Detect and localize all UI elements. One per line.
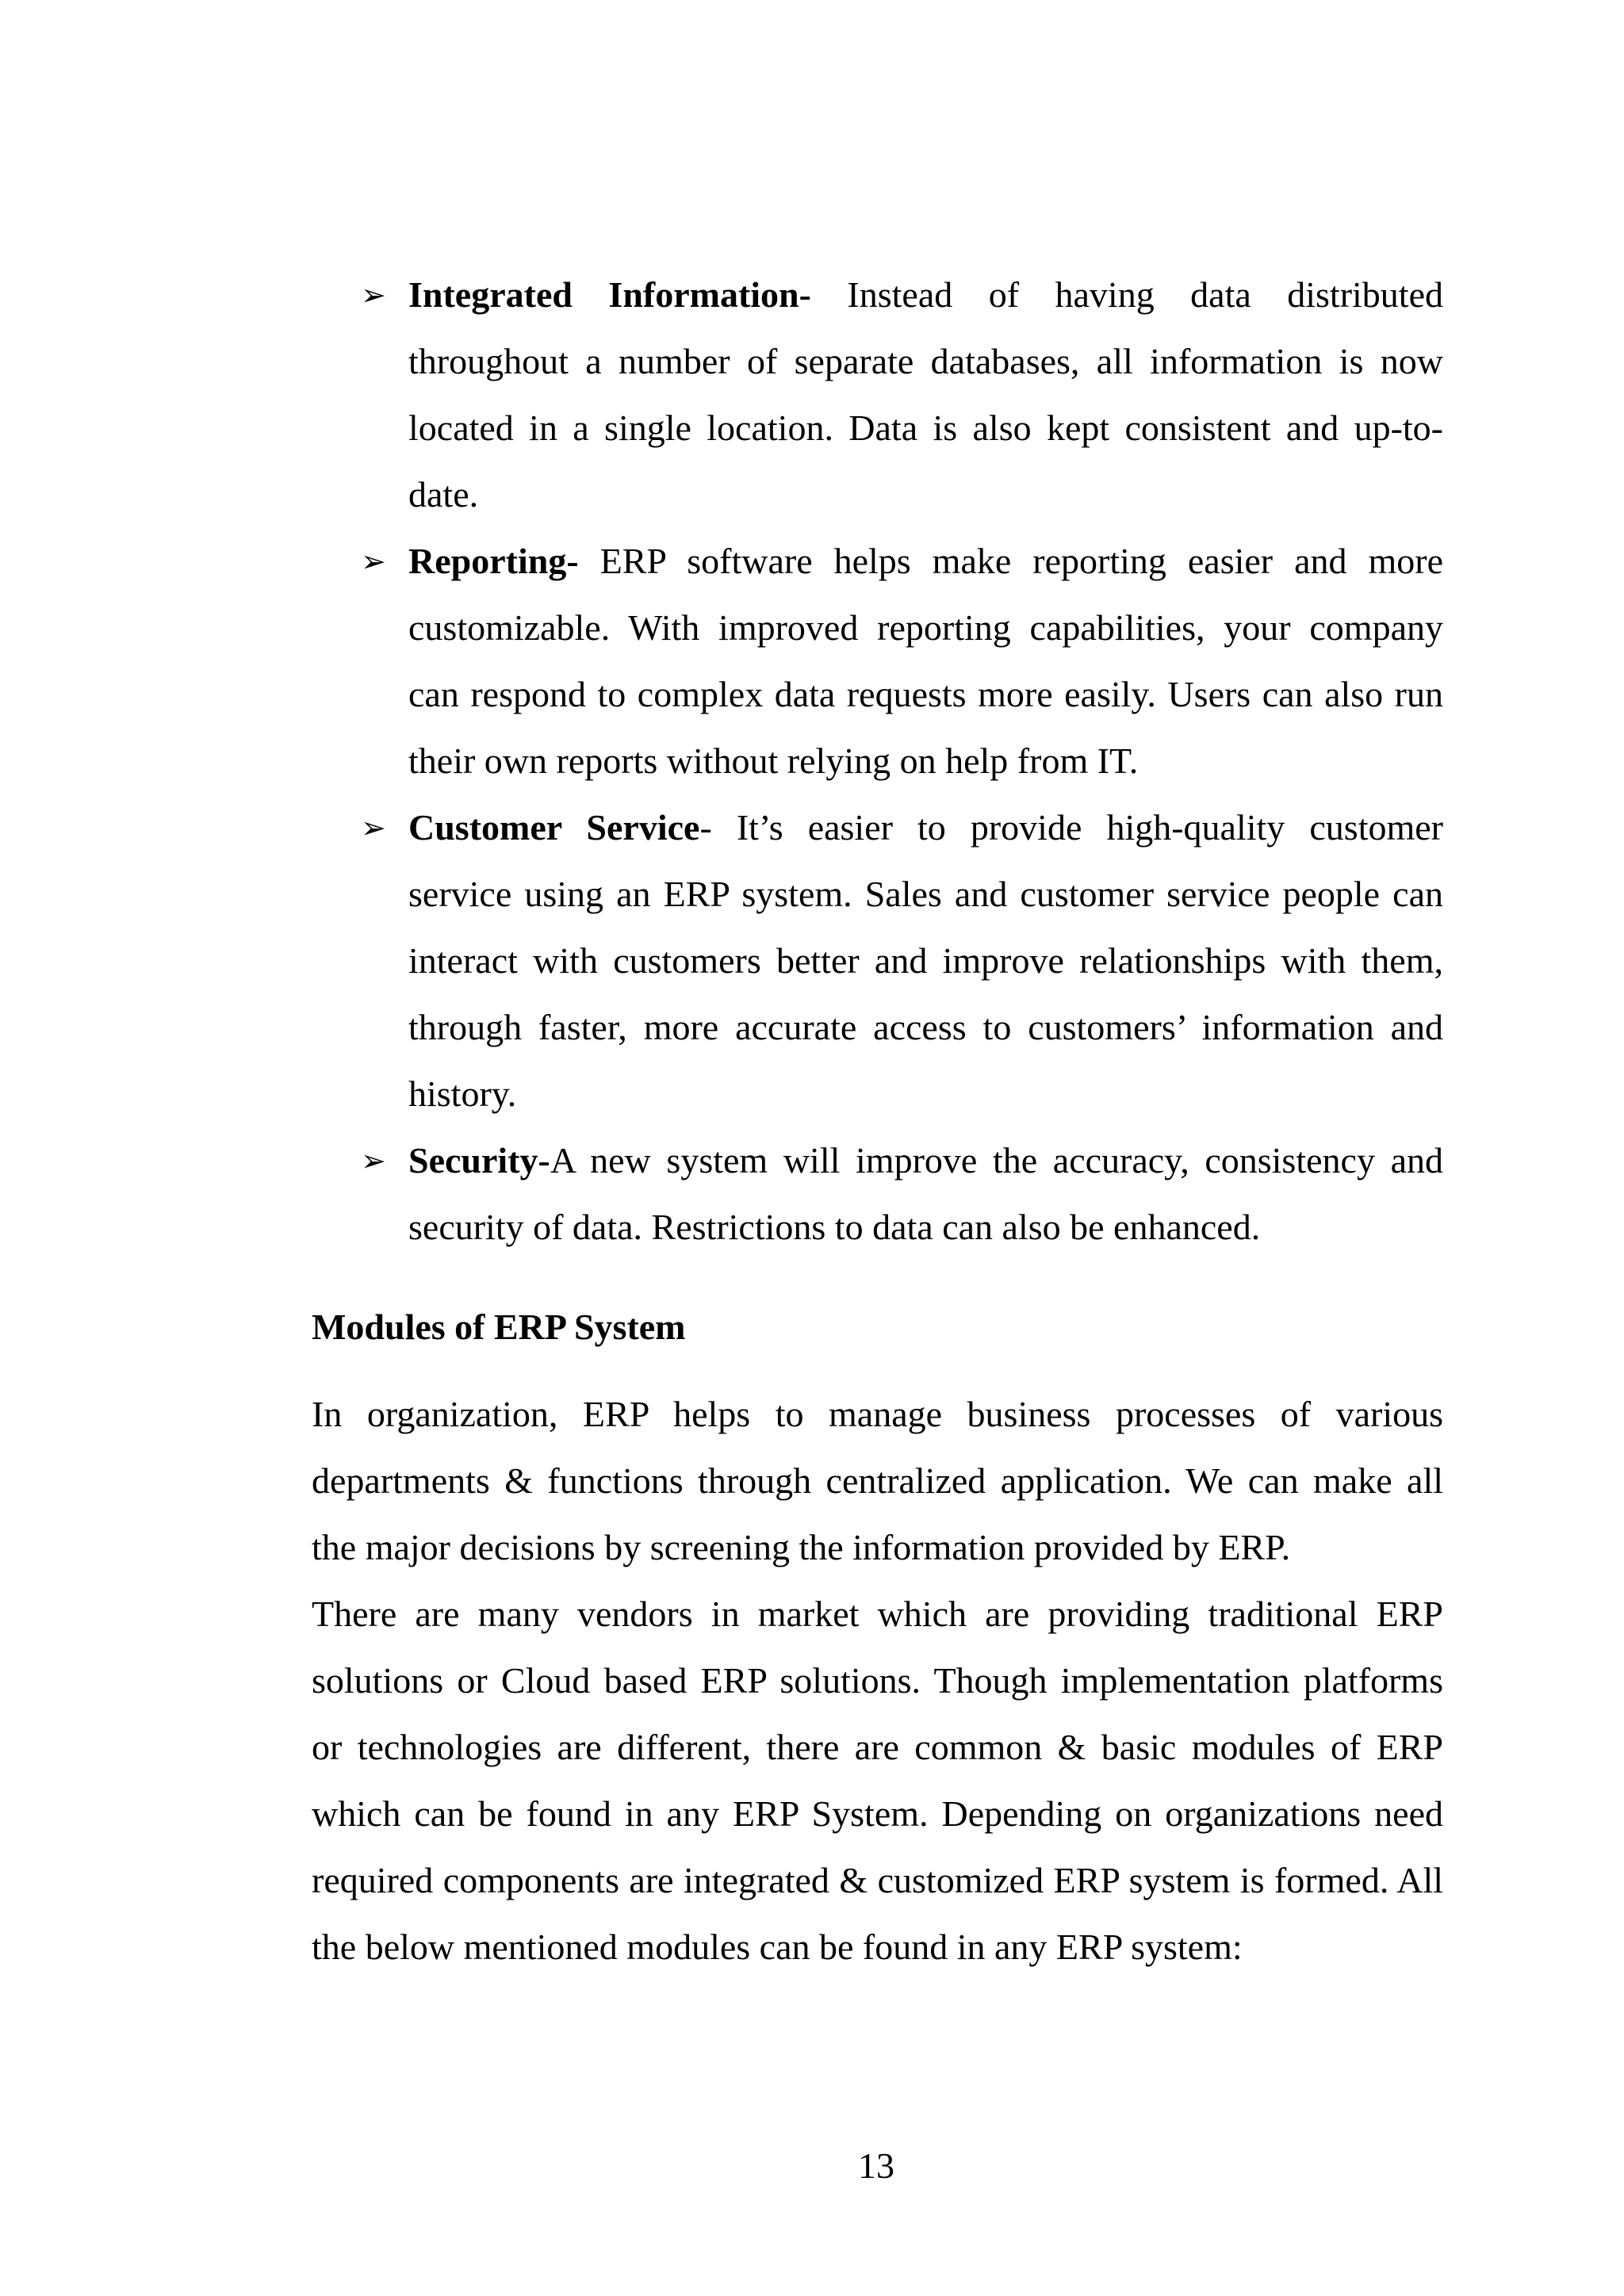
bullet-text: - It’s easier to provide high-quality customer service using an ERP system. Sales and customer service people can interact with customers better and improve relationships with them, through faster, more accurate access to customers’ information and history.	[408, 807, 1443, 1114]
bullet-term: Reporting-	[408, 541, 579, 581]
bullet-text: A new system will improve the accuracy, consistency and security of data. Restrictions to data can also be enhanced.	[408, 1140, 1443, 1247]
section-body	[312, 1381, 1443, 1980]
paragraph: In organization, ERP helps to manage business processes of various departments & functions through centralized application. We can make all the major decisions by screening the information provided by ERP.	[312, 1394, 1443, 1567]
section-heading: Modules of ERP System	[312, 1307, 686, 1347]
arrowhead-bullet-icon: ➢	[361, 810, 386, 845]
list-item	[361, 794, 1443, 1127]
arrowhead-bullet-icon: ➢	[361, 277, 386, 312]
arrowhead-bullet-icon: ➢	[361, 1143, 386, 1178]
page-number: 13	[858, 2145, 894, 2186]
bullet-term: Security-	[408, 1140, 550, 1181]
bullet-text: ERP software helps make reporting easier and more customizable. With improved reporting capabilities, your company can respond to complex data requests more easily. Users can also run their own reports without relying on help from IT.	[408, 541, 1443, 781]
bullet-term: Integrated Information-	[408, 274, 811, 315]
arrowhead-bullet-icon: ➢	[361, 544, 386, 579]
list-item	[361, 528, 1443, 794]
paragraph: There are many vendors in market which are providing traditional ERP solutions or Cloud based ERP solutions. Though implementation platforms or technologies are different, there are common & basic modules of ERP which can be found in any ERP System. Depending on organizations need required components are integrated & customized ERP system is formed. All the below mentioned modules can be found in any ERP system:	[312, 1594, 1443, 1967]
bullet-text: Instead of having data distributed throughout a number of separate databases, all information is now located in a single location. Data is also kept consistent and up-to-date.	[408, 274, 1443, 515]
benefits-list	[361, 262, 1443, 1261]
list-item	[361, 1127, 1443, 1261]
list-item	[361, 262, 1443, 528]
bullet-term: Customer Service	[408, 807, 700, 848]
